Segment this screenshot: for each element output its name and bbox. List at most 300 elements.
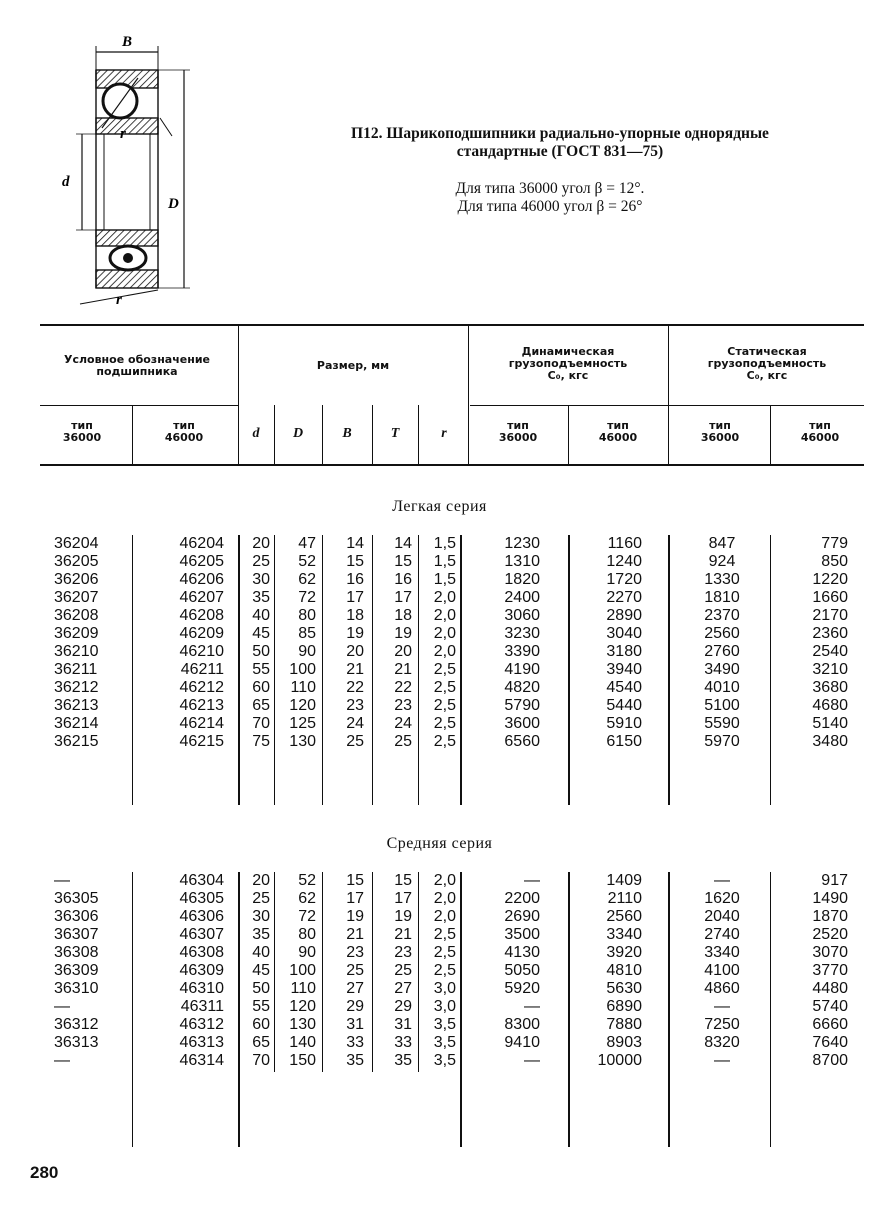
- header-top-rule: [40, 324, 864, 326]
- cell-r: 2,5: [433, 962, 456, 979]
- header-static-symbol: C₀, кгс: [746, 369, 788, 382]
- cell-type36-designation: 36210: [54, 643, 99, 660]
- medium-series-title: Средняя серия: [386, 835, 493, 852]
- cell-B: 18: [346, 607, 364, 624]
- cell-d: 60: [252, 679, 270, 696]
- cell-r: 2,0: [433, 589, 456, 606]
- cell-B: 17: [346, 890, 364, 907]
- cell-type46-designation: 46205: [179, 553, 224, 570]
- header-type36-designation: тип 36000: [62, 419, 102, 444]
- cell-type36-designation: 36211: [54, 661, 98, 678]
- table-row: [0, 998, 879, 1016]
- header-d: d: [252, 426, 260, 441]
- cell-stat36: —: [714, 1052, 730, 1069]
- table-row: [0, 1052, 879, 1070]
- title-line-1: П12. Шарикоподшипники радиально-упорные однорядные: [351, 125, 769, 142]
- cell-stat46: 1490: [812, 890, 848, 907]
- cell-stat46: 850: [821, 553, 848, 570]
- cell-D: 85: [298, 625, 316, 642]
- header-dynamic-label: Динамическая грузоподъемность: [508, 345, 628, 370]
- cell-B: 20: [346, 643, 364, 660]
- cell-T: 15: [394, 872, 412, 889]
- cell-dyn36: 5920: [504, 980, 540, 997]
- cell-stat36: 1620: [704, 890, 740, 907]
- cell-type36-designation: 36307: [54, 926, 99, 943]
- cell-D: 100: [289, 962, 316, 979]
- cell-dyn46: 3180: [606, 643, 642, 660]
- header-type46-dynamic: тип 46000: [598, 419, 638, 444]
- cell-dyn46: 5910: [606, 715, 642, 732]
- cell-r: 2,0: [433, 607, 456, 624]
- cell-dyn36: —: [524, 1052, 540, 1069]
- cell-stat46: 8700: [812, 1052, 848, 1069]
- cell-stat46: 3070: [812, 944, 848, 961]
- cell-type46-designation: 46211: [180, 661, 224, 678]
- header-sep: [418, 405, 419, 464]
- cell-B: 16: [346, 571, 364, 588]
- cell-dyn46: 7880: [606, 1016, 642, 1033]
- cell-D: 90: [298, 944, 316, 961]
- cell-T: 25: [394, 962, 412, 979]
- cell-type36-designation: —: [54, 872, 70, 889]
- header-D: D: [292, 426, 304, 441]
- bearing-diagram: [60, 18, 210, 308]
- cell-type46-designation: 46304: [179, 872, 224, 889]
- cell-r: 3,0: [433, 998, 456, 1015]
- cell-dyn36: 3390: [504, 643, 540, 660]
- cell-type36-designation: 36205: [54, 553, 99, 570]
- header-static-label: Статическая грузоподъемность: [707, 345, 827, 370]
- cell-T: 17: [394, 589, 412, 606]
- cell-D: 72: [298, 908, 316, 925]
- cell-type36-designation: 36209: [54, 625, 99, 642]
- cell-type36-designation: 36308: [54, 944, 99, 961]
- cell-dyn36: 2400: [504, 589, 540, 606]
- cell-stat36: 2370: [704, 607, 740, 624]
- cell-stat46: 2170: [812, 607, 848, 624]
- cell-r: 2,0: [433, 890, 456, 907]
- cell-B: 25: [346, 733, 364, 750]
- cell-dyn46: 6150: [606, 733, 642, 750]
- header-sep: [668, 326, 669, 464]
- diagram-label-d: d: [62, 174, 70, 190]
- cell-stat36: 5590: [704, 715, 740, 732]
- cell-r: 2,5: [433, 679, 456, 696]
- title-line-2: стандартные (ГОСТ 831—75): [456, 143, 664, 160]
- cell-type36-designation: 36306: [54, 908, 99, 925]
- cell-type46-designation: 46305: [179, 890, 224, 907]
- cell-dyn36: 1310: [504, 553, 540, 570]
- cell-dyn36: 8300: [504, 1016, 540, 1033]
- header-dynamic-symbol: C₀, кгс: [547, 369, 589, 382]
- cell-B: 25: [346, 962, 364, 979]
- cell-r: 2,0: [433, 625, 456, 642]
- table-row: [0, 962, 879, 980]
- table-row: [0, 733, 879, 751]
- cell-d: 75: [252, 733, 270, 750]
- cell-stat46: 4680: [812, 697, 848, 714]
- cell-stat36: 8320: [704, 1034, 740, 1051]
- cell-T: 23: [394, 944, 412, 961]
- cell-stat36: 5100: [704, 697, 740, 714]
- cell-stat46: 2520: [812, 926, 848, 943]
- cell-dyn36: 4820: [504, 679, 540, 696]
- cell-type46-designation: 46312: [179, 1016, 224, 1033]
- cell-stat36: 924: [708, 553, 736, 570]
- cell-type46-designation: 46207: [179, 589, 224, 606]
- cell-type36-designation: 36309: [54, 962, 99, 979]
- cell-type46-designation: 46206: [179, 571, 224, 588]
- cell-r: 3,5: [433, 1016, 456, 1033]
- cell-T: 16: [394, 571, 412, 588]
- cell-r: 2,5: [433, 733, 456, 750]
- cell-dyn46: 2890: [606, 607, 642, 624]
- cell-type46-designation: 46311: [180, 998, 224, 1015]
- cell-T: 33: [394, 1034, 412, 1051]
- cell-D: 47: [298, 535, 316, 552]
- header-B: B: [342, 426, 352, 441]
- cell-dyn46: 2110: [607, 890, 642, 907]
- cell-T: 25: [394, 733, 412, 750]
- cell-type36-designation: 36213: [54, 697, 99, 714]
- cell-type36-designation: 36305: [54, 890, 99, 907]
- header-dynamic: [470, 346, 666, 382]
- cell-d: 60: [252, 1016, 270, 1033]
- cell-B: 21: [346, 926, 364, 943]
- cell-B: 17: [346, 589, 364, 606]
- cell-d: 50: [252, 643, 270, 660]
- cell-dyn36: 5050: [504, 962, 540, 979]
- cell-T: 19: [394, 625, 412, 642]
- cell-dyn46: 1409: [606, 872, 642, 889]
- cell-type46-designation: 46208: [179, 607, 224, 624]
- cell-d: 20: [252, 535, 270, 552]
- angle-notes: [330, 180, 770, 216]
- header-sep: [274, 405, 275, 464]
- cell-stat36: 4010: [704, 679, 740, 696]
- cell-T: 18: [394, 607, 412, 624]
- cell-dyn46: 1720: [606, 571, 642, 588]
- cell-D: 150: [289, 1052, 316, 1069]
- table-title: [265, 125, 855, 161]
- cell-B: 19: [346, 908, 364, 925]
- header-type46-static: тип 46000: [800, 419, 840, 444]
- cell-d: 35: [252, 926, 270, 943]
- cell-B: 22: [346, 679, 364, 696]
- table-row: [0, 944, 879, 962]
- cell-d: 30: [252, 571, 270, 588]
- cell-d: 30: [252, 908, 270, 925]
- cell-D: 80: [298, 607, 316, 624]
- cell-B: 21: [346, 661, 364, 678]
- cell-stat46: 917: [821, 872, 848, 889]
- cell-D: 120: [289, 998, 316, 1015]
- header-sep: [322, 405, 323, 464]
- cell-dyn46: 4540: [606, 679, 642, 696]
- cell-d: 25: [252, 890, 270, 907]
- cell-stat36: 2560: [704, 625, 740, 642]
- cell-T: 31: [394, 1016, 412, 1033]
- header-T: T: [390, 426, 400, 441]
- cell-dyn36: 3060: [504, 607, 540, 624]
- header-sep: [468, 326, 469, 464]
- cell-stat36: 847: [708, 535, 736, 552]
- cell-dyn46: 8903: [606, 1034, 642, 1051]
- cell-stat36: 2760: [704, 643, 740, 660]
- page-number: 280: [30, 1163, 59, 1182]
- cell-T: 21: [394, 661, 412, 678]
- cell-B: 23: [346, 944, 364, 961]
- cell-stat46: 3480: [812, 733, 848, 750]
- cell-stat36: 2040: [704, 908, 740, 925]
- cell-d: 45: [252, 625, 270, 642]
- cell-D: 100: [289, 661, 316, 678]
- table-row: [0, 679, 879, 697]
- cell-r: 1,5: [433, 571, 456, 588]
- cell-type46-designation: 46212: [179, 679, 224, 696]
- header-size: Размер, мм: [316, 359, 390, 372]
- cell-type36-designation: 36310: [54, 980, 99, 997]
- cell-dyn46: 3920: [606, 944, 642, 961]
- cell-d: 20: [252, 872, 270, 889]
- table-row: [0, 553, 879, 571]
- cell-type46-designation: 46215: [179, 733, 224, 750]
- cell-stat46: 7640: [812, 1034, 848, 1051]
- cell-type46-designation: 46313: [179, 1034, 224, 1051]
- cell-T: 15: [394, 553, 412, 570]
- cell-dyn46: 2560: [606, 908, 642, 925]
- cell-r: 2,5: [433, 926, 456, 943]
- cell-dyn46: 3040: [606, 625, 642, 642]
- cell-d: 65: [252, 697, 270, 714]
- table-row: [0, 980, 879, 998]
- table-row: [0, 571, 879, 589]
- cell-stat46: 5740: [812, 998, 848, 1015]
- cell-dyn36: 6560: [504, 733, 540, 750]
- table-row: [0, 589, 879, 607]
- cell-D: 80: [298, 926, 316, 943]
- cell-r: 2,5: [433, 697, 456, 714]
- cell-r: 2,5: [433, 661, 456, 678]
- cell-stat36: —: [714, 872, 730, 889]
- cell-B: 35: [346, 1052, 364, 1069]
- cell-T: 21: [394, 926, 412, 943]
- cell-d: 40: [252, 944, 270, 961]
- cell-stat46: 3770: [812, 962, 848, 979]
- cell-dyn46: 3940: [606, 661, 642, 678]
- header-sep: [132, 405, 133, 464]
- header-sep: [770, 405, 771, 464]
- cell-stat46: 1220: [812, 571, 848, 588]
- cell-type46-designation: 46314: [179, 1052, 224, 1069]
- cell-stat36: —: [714, 998, 730, 1015]
- table-row: [0, 908, 879, 926]
- cell-B: 29: [346, 998, 364, 1015]
- cell-r: 3,5: [433, 1052, 456, 1069]
- header-bottom-rule: [40, 464, 864, 466]
- cell-T: 24: [394, 715, 412, 732]
- cell-r: 3,0: [433, 980, 456, 997]
- cell-type46-designation: 46214: [179, 715, 224, 732]
- cell-B: 23: [346, 697, 364, 714]
- cell-stat36: 1330: [704, 571, 740, 588]
- cell-dyn36: 5790: [504, 697, 540, 714]
- table-row: [0, 1016, 879, 1034]
- cell-stat46: 3680: [812, 679, 848, 696]
- cell-type36-designation: 36207: [54, 589, 99, 606]
- cell-dyn46: 5630: [606, 980, 642, 997]
- cell-D: 72: [298, 589, 316, 606]
- table-row: [0, 625, 879, 643]
- cell-dyn36: 2200: [504, 890, 540, 907]
- cell-T: 35: [394, 1052, 412, 1069]
- cell-dyn36: 4130: [504, 944, 540, 961]
- cell-r: 2,5: [433, 715, 456, 732]
- cell-B: 19: [346, 625, 364, 642]
- cell-type36-designation: 36212: [54, 679, 99, 696]
- cell-r: 2,0: [433, 872, 456, 889]
- cell-B: 15: [346, 872, 364, 889]
- cell-type46-designation: 46213: [179, 697, 224, 714]
- cell-D: 130: [289, 733, 316, 750]
- cell-B: 33: [346, 1034, 364, 1051]
- table-row: [0, 872, 879, 890]
- cell-d: 55: [252, 998, 270, 1015]
- cell-d: 35: [252, 589, 270, 606]
- cell-r: 2,5: [433, 944, 456, 961]
- note-46000: Для типа 46000 угол β = 26°: [457, 198, 643, 215]
- cell-T: 29: [394, 998, 412, 1015]
- cell-dyn46: 6890: [606, 998, 642, 1015]
- cell-dyn36: 3500: [504, 926, 540, 943]
- cell-r: 2,0: [433, 643, 456, 660]
- cell-stat46: 2540: [812, 643, 848, 660]
- diagram-label-r-bottom: r: [116, 292, 122, 308]
- cell-D: 140: [289, 1034, 316, 1051]
- cell-type36-designation: 36312: [54, 1016, 99, 1033]
- cell-type36-designation: 36206: [54, 571, 99, 588]
- cell-stat46: 779: [821, 535, 848, 552]
- cell-D: 90: [298, 643, 316, 660]
- cell-stat46: 4480: [812, 980, 848, 997]
- cell-B: 15: [346, 553, 364, 570]
- cell-type36-designation: 36208: [54, 607, 99, 624]
- cell-dyn46: 2270: [606, 589, 642, 606]
- cell-type46-designation: 46307: [179, 926, 224, 943]
- cell-type36-designation: 36313: [54, 1034, 99, 1051]
- cell-d: 25: [252, 553, 270, 570]
- header-sep: [568, 405, 569, 464]
- cell-dyn46: 1240: [606, 553, 642, 570]
- cell-r: 1,5: [433, 553, 456, 570]
- diagram-label-B: B: [122, 34, 133, 50]
- table-row: [0, 715, 879, 733]
- cell-stat36: 4100: [704, 962, 740, 979]
- cell-type36-designation: 36204: [54, 535, 99, 552]
- header-designation: Условное обозначение подшипника: [63, 353, 210, 378]
- table-row: [0, 643, 879, 661]
- cell-stat36: 5970: [704, 733, 740, 750]
- cell-dyn46: 10000: [597, 1052, 642, 1069]
- cell-dyn36: —: [524, 998, 540, 1015]
- table-row: [0, 607, 879, 625]
- header-sep: [372, 405, 373, 464]
- cell-dyn36: 4190: [504, 661, 540, 678]
- cell-d: 70: [252, 715, 270, 732]
- cell-stat36: 2740: [704, 926, 740, 943]
- cell-type36-designation: —: [54, 1052, 70, 1069]
- cell-type46-designation: 46210: [179, 643, 224, 660]
- cell-r: 2,0: [433, 908, 456, 925]
- cell-B: 31: [346, 1016, 364, 1033]
- cell-B: 14: [346, 535, 364, 552]
- cell-dyn36: 2690: [504, 908, 540, 925]
- header-r: r: [441, 426, 447, 441]
- cell-D: 110: [290, 980, 316, 997]
- light-series-title: Легкая серия: [392, 498, 487, 515]
- note-36000: Для типа 36000 угол β = 12°.: [455, 180, 645, 197]
- cell-dyn36: 3230: [504, 625, 540, 642]
- cell-stat46: 5140: [812, 715, 848, 732]
- cell-d: 65: [252, 1034, 270, 1051]
- cell-stat46: 1870: [812, 908, 848, 925]
- cell-D: 62: [298, 571, 316, 588]
- cell-dyn36: 9410: [504, 1034, 540, 1051]
- cell-stat46: 1660: [812, 589, 848, 606]
- cell-dyn36: 1820: [504, 571, 540, 588]
- cell-stat36: 7250: [704, 1016, 740, 1033]
- cell-dyn46: 1160: [607, 535, 642, 552]
- cell-stat46: 3210: [812, 661, 848, 678]
- cell-dyn46: 3340: [606, 926, 642, 943]
- cell-type36-designation: 36215: [54, 733, 99, 750]
- cell-T: 22: [394, 679, 412, 696]
- cell-type46-designation: 46308: [179, 944, 224, 961]
- cell-r: 3,5: [433, 1034, 456, 1051]
- cell-T: 19: [394, 908, 412, 925]
- header-mid-rule-left: [40, 405, 238, 406]
- cell-type46-designation: 46309: [179, 962, 224, 979]
- table-row: [0, 890, 879, 908]
- header-mid-rule-right: [470, 405, 864, 406]
- cell-type46-designation: 46306: [179, 908, 224, 925]
- table-row: [0, 661, 879, 679]
- cell-dyn36: —: [524, 872, 540, 889]
- header-static: [670, 346, 864, 382]
- cell-D: 110: [290, 679, 316, 696]
- cell-d: 40: [252, 607, 270, 624]
- cell-B: 27: [346, 980, 364, 997]
- cell-type36-designation: —: [54, 998, 70, 1015]
- cell-type46-designation: 46209: [179, 625, 224, 642]
- cell-dyn36: 3600: [504, 715, 540, 732]
- cell-stat46: 6660: [812, 1016, 848, 1033]
- cell-B: 24: [346, 715, 364, 732]
- cell-stat36: 3490: [704, 661, 740, 678]
- cell-D: 62: [298, 890, 316, 907]
- diagram-label-r-top: r: [120, 126, 126, 142]
- cell-D: 120: [289, 697, 316, 714]
- table-row: [0, 1034, 879, 1052]
- cell-stat46: 2360: [812, 625, 848, 642]
- cell-type36-designation: 36214: [54, 715, 99, 732]
- cell-dyn36: 1230: [504, 535, 540, 552]
- cell-T: 17: [394, 890, 412, 907]
- cell-dyn46: 5440: [606, 697, 642, 714]
- cell-T: 20: [394, 643, 412, 660]
- cell-d: 45: [252, 962, 270, 979]
- cell-d: 70: [252, 1052, 270, 1069]
